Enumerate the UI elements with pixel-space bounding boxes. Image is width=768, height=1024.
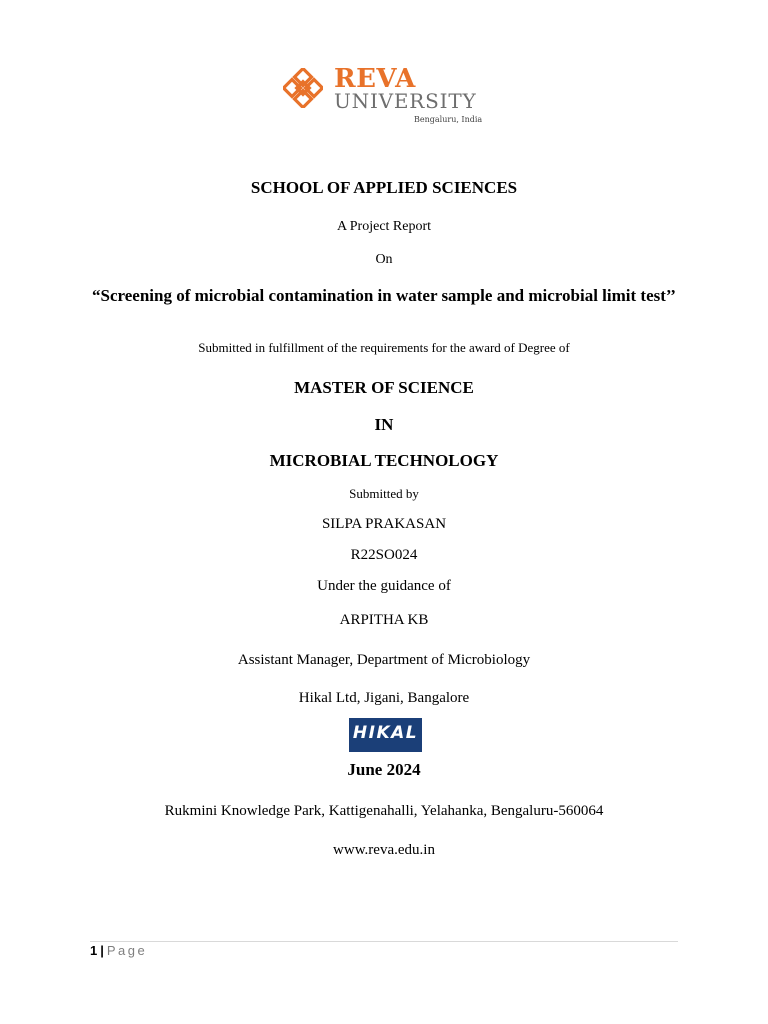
reva-university-logo [283,66,483,128]
logo-name: REVA [334,64,416,94]
university-address: Rukmini Knowledge Park, Kattigenahalli, Yelahanka, Bengaluru-560064 [164,803,604,819]
guide-designation: Assistant Manager, Department of Microbiology [237,652,531,668]
guide-organization: Hikal Ltd, Jigani, Bangalore [298,690,470,706]
guidance-label: Under the guidance of [317,578,451,594]
reva-knot-emblem-icon [283,68,323,108]
project-title: “Screening of microbial contamination in water sample and microbial limit test’’ [92,286,676,305]
page-label: Page [106,943,148,958]
footer-separator: | [100,943,104,958]
degree-name: MASTER OF SCIENCE [294,378,474,397]
guide-name: ARPITHA KB [339,612,429,628]
university-website: www.reva.edu.in [333,842,435,858]
page-footer [90,943,147,958]
submission-date: June 2024 [347,760,421,779]
report-type: A Project Report [336,219,432,234]
student-id: R22SO024 [350,547,418,563]
student-name: SILPA PRAKASAN [321,516,447,532]
logo-subtitle: UNIVERSITY [334,89,477,113]
submitted-by-label: Submitted by [349,486,419,501]
hikal-logo [349,718,422,752]
footer-divider [90,941,678,942]
page-number: 1 [90,943,98,958]
discipline-name: MICROBIAL TECHNOLOGY [269,451,499,470]
degree-in: IN [374,415,394,434]
submission-note: Submitted in fulfillment of the requirements for the award of Degree of [198,340,570,355]
hikal-logo-text: HIKAL [352,723,419,743]
on-label: On [375,252,393,267]
school-heading: SCHOOL OF APPLIED SCIENCES [250,178,518,197]
logo-location: Bengaluru, India [414,115,483,124]
